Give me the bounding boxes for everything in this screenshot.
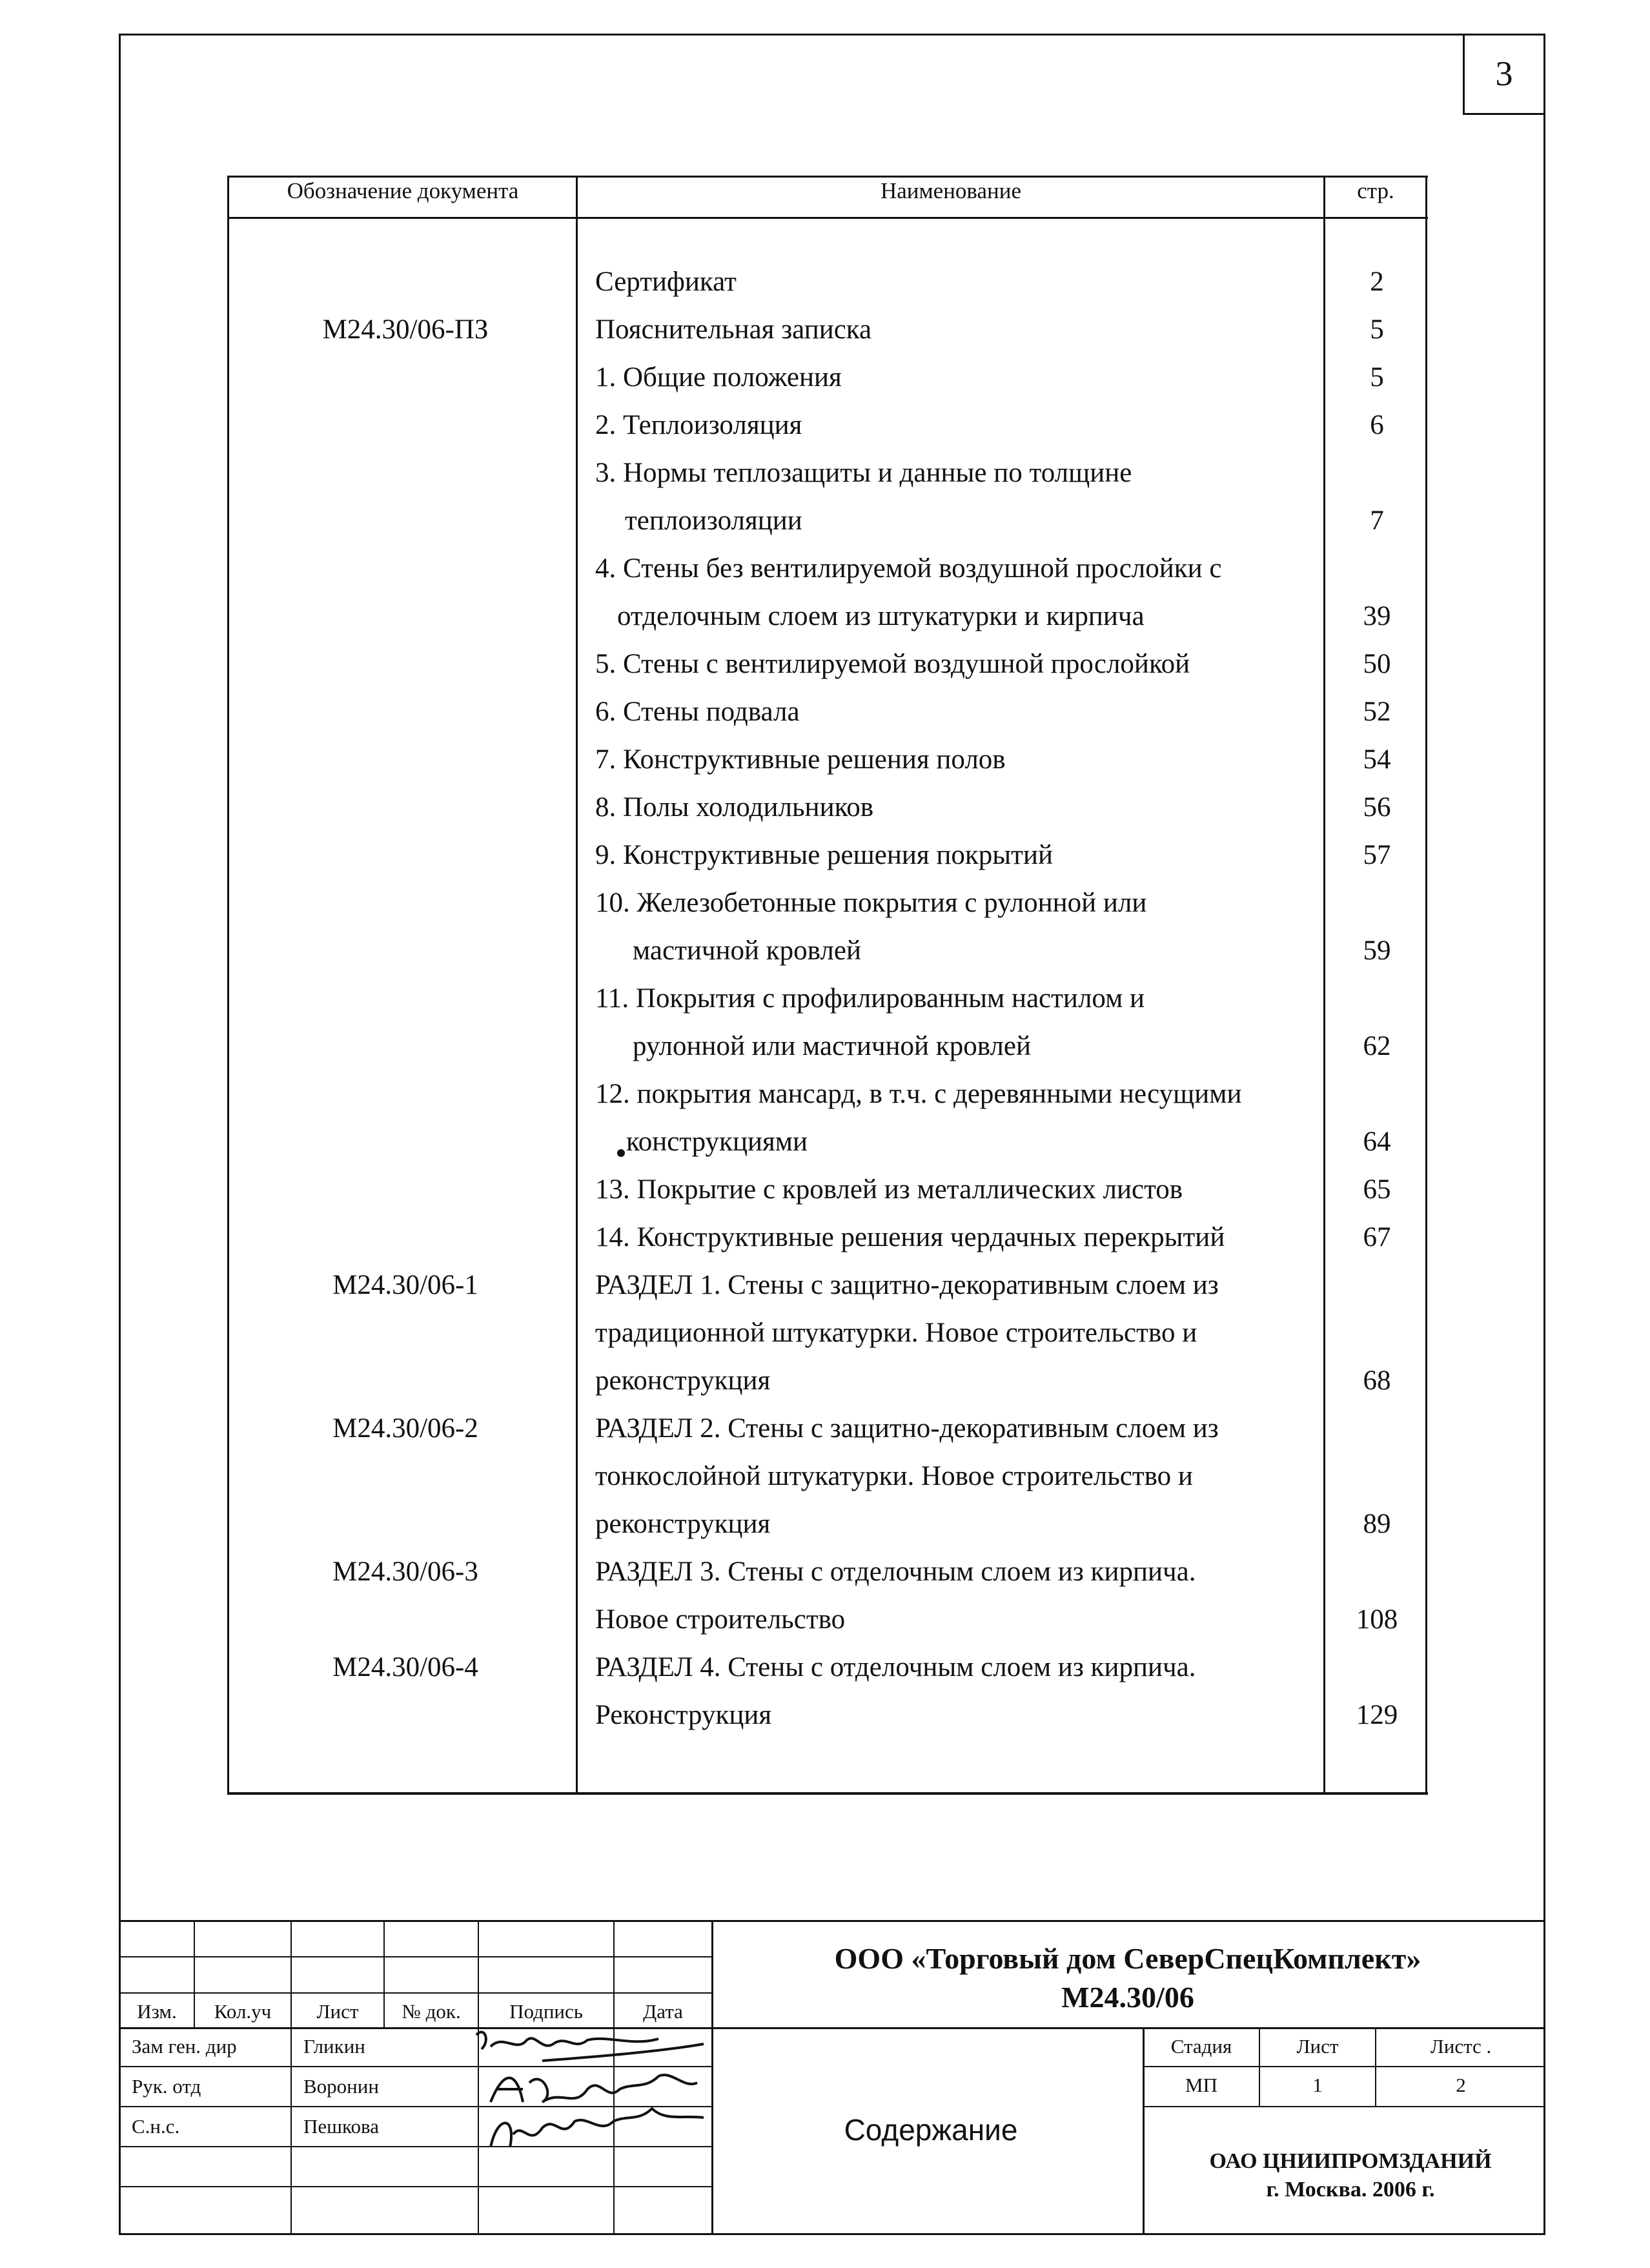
- row-title: 7. Конструктивные решения полов: [595, 744, 1006, 775]
- row-page: 89: [1363, 1509, 1391, 1539]
- row-page: 68: [1363, 1365, 1391, 1396]
- header-page: стр.: [1357, 178, 1394, 203]
- sheets-value: 2: [1456, 2074, 1466, 2096]
- row-title: Реконструкция: [595, 1700, 772, 1730]
- row-title: теплоизоляции: [625, 506, 802, 536]
- signature-image: [478, 2102, 723, 2160]
- row-page: 67: [1363, 1222, 1391, 1252]
- signer-name: Воронин: [303, 2075, 379, 2098]
- page-number: 3: [1463, 34, 1545, 115]
- signer-role: Рук. отд: [132, 2075, 201, 2098]
- row-page: 52: [1363, 697, 1391, 727]
- stage-value: МП: [1185, 2074, 1217, 2096]
- header-document-code: Обозначение документа: [287, 178, 519, 203]
- col-header-list: Лист: [316, 2000, 359, 2023]
- row-title: РАЗДЕЛ 2. Стены с защитно-декоративным слоем из: [595, 1413, 1219, 1444]
- row-title: мастичной кровлей: [633, 935, 861, 966]
- org-name: ОАО ЦНИИПРОМЗДАНИЙ: [1209, 2149, 1492, 2173]
- signer-name: Гликин: [303, 2035, 365, 2058]
- row-title: 5. Стены с вентилируемой воздушной прослойкой: [595, 649, 1190, 679]
- row-title: 8. Полы холодильников: [595, 792, 874, 822]
- row-title: Новое строительство: [595, 1604, 846, 1635]
- row-page: 7: [1370, 506, 1384, 536]
- row-title: рулонной или мастичной кровлей: [633, 1031, 1031, 1061]
- sheets-header: Листс .: [1430, 2035, 1492, 2058]
- col-header-izm: Изм.: [137, 2000, 177, 2023]
- row-page: 5: [1370, 362, 1384, 393]
- stage-header: Стадия: [1170, 2035, 1232, 2058]
- col-header-kol: Кол.уч: [214, 2000, 272, 2023]
- row-page: 108: [1356, 1604, 1398, 1635]
- row-code: М24.30/06-1: [332, 1270, 478, 1300]
- col-header-date: Дата: [643, 2000, 683, 2023]
- row-title: реконструкция: [595, 1365, 771, 1396]
- row-title: 2. Теплоизоляция: [595, 410, 802, 440]
- row-title: Пояснительная записка: [595, 314, 872, 345]
- row-code: М24.30/06-2: [332, 1413, 478, 1444]
- doc-title: Содержание: [844, 2113, 1018, 2147]
- row-title: 9. Конструктивные решения покрытий: [595, 840, 1053, 870]
- sheet-header: Лист: [1296, 2035, 1339, 2058]
- row-title: РАЗДЕЛ 4. Стены с отделочным слоем из кирпича.: [595, 1652, 1196, 1682]
- row-page: 65: [1363, 1174, 1391, 1205]
- row-page: 129: [1356, 1700, 1398, 1730]
- row-title: 4. Стены без вентилируемой воздушной прослойки с: [595, 553, 1222, 584]
- col-header-sign: Подпись: [509, 2000, 583, 2023]
- signer-role: Зам ген. дир: [132, 2035, 237, 2058]
- row-page: 59: [1363, 935, 1391, 966]
- row-title: тонкослойной штукатурки. Новое строительство и: [595, 1461, 1193, 1491]
- row-code: М24.30/06-4: [332, 1652, 478, 1682]
- row-page: 5: [1370, 314, 1384, 345]
- row-page: 39: [1363, 601, 1391, 631]
- header-name: Наименование: [880, 178, 1022, 203]
- row-title: конструкциями: [626, 1127, 808, 1157]
- org-city-year: г. Москва. 2006 г.: [1266, 2178, 1435, 2202]
- row-title: 1. Общие положения: [595, 362, 842, 393]
- company-name: [718, 1939, 1538, 2017]
- row-page: 54: [1363, 744, 1391, 775]
- row-title: 14. Конструктивные решения чердачных перекрытий: [595, 1222, 1225, 1252]
- row-title: РАЗДЕЛ 3. Стены с отделочным слоем из кирпича.: [595, 1557, 1196, 1587]
- row-title: 12. покрытия мансард, в т.ч. с деревянными несущими: [595, 1079, 1242, 1109]
- row-code: М24.30/06-3: [332, 1557, 478, 1587]
- signer-name: Пешкова: [303, 2115, 379, 2138]
- row-page: 6: [1370, 410, 1384, 440]
- row-title: отделочным слоем из штукатурки и кирпича: [617, 601, 1145, 631]
- company-line: ООО «Торговый дом СеверСпецКомплект»: [834, 1942, 1421, 1975]
- row-page: 64: [1363, 1127, 1391, 1157]
- row-page: 57: [1363, 840, 1391, 870]
- row-title: 3. Нормы теплозащиты и данные по толщине: [595, 458, 1132, 488]
- doc-code: М24.30/06: [1061, 1981, 1194, 2014]
- row-title: 6. Стены подвала: [595, 697, 800, 727]
- col-header-doc: № док.: [402, 2000, 461, 2023]
- signer-role: С.н.с.: [132, 2115, 180, 2138]
- row-title: 10. Железобетонные покрытия с рулонной или: [595, 888, 1147, 918]
- row-title: реконструкция: [595, 1509, 771, 1539]
- row-page: 2: [1370, 267, 1384, 297]
- row-page: 50: [1363, 649, 1391, 679]
- sheet-value: 1: [1312, 2074, 1323, 2096]
- organization: [1157, 2147, 1544, 2204]
- bullet-mark: [617, 1149, 625, 1157]
- row-title: 11. Покрытия с профилированным настилом и: [595, 983, 1145, 1014]
- row-title: Сертификат: [595, 267, 737, 297]
- row-title: 13. Покрытие с кровлей из металлических листов: [595, 1174, 1183, 1205]
- row-page: 62: [1363, 1031, 1391, 1061]
- row-page: 56: [1363, 792, 1391, 822]
- row-title: традиционной штукатурки. Новое строительство и: [595, 1318, 1197, 1348]
- row-title: РАЗДЕЛ 1. Стены с защитно-декоративным слоем из: [595, 1270, 1219, 1300]
- row-code: М24.30/06-ПЗ: [322, 314, 489, 345]
